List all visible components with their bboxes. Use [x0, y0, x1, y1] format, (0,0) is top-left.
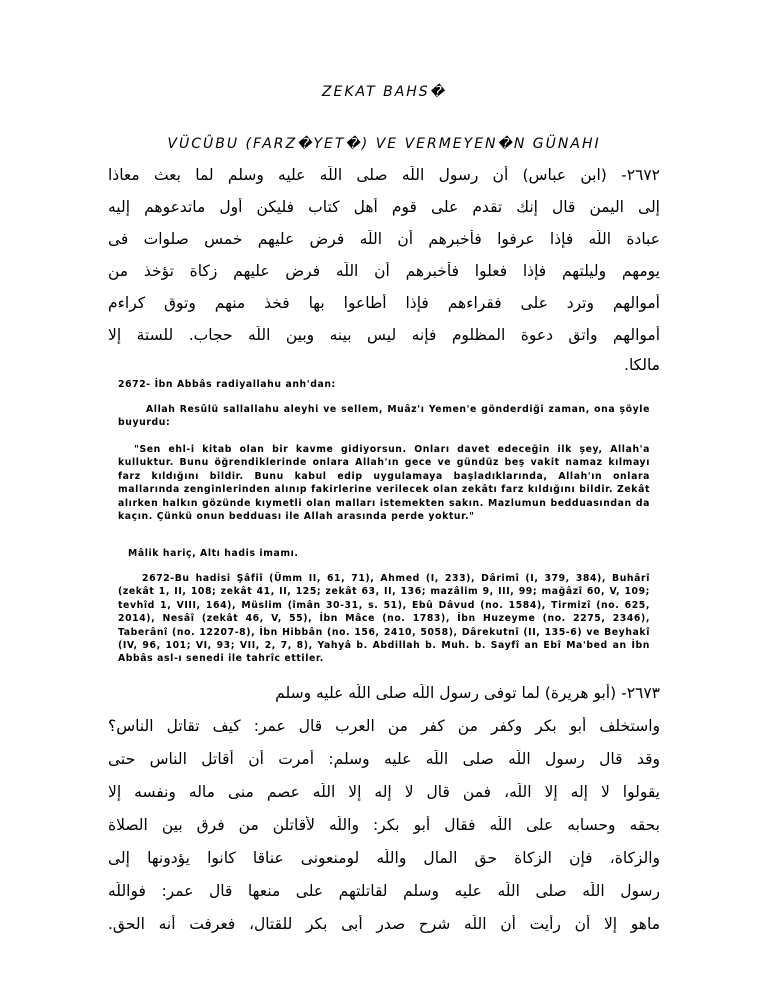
arabic-line: والزكاة، فإن الزكاة حق المال واللّه لومنعونى عناقا كانوا يؤدونها إلى	[108, 849, 660, 867]
arabic-line: ٢٦٧٣- (أبو هريرة) لما توفى رسول اللّه صلى اللّه عليه وسلم	[275, 684, 660, 702]
section-subtitle: VÜCÛBU (FARZ�YET�) VE VERMEYEN�N GÜNAHI	[167, 136, 601, 152]
hadith-note: Mâlik hariç, Altı hadis imamı.	[128, 548, 299, 559]
arabic-line: ٢٦٧٢- (ابن عباس) أن رسول اللّه صلى اللّه عليه وسلم لما بعث معاذا	[108, 166, 660, 184]
arabic-line: رسول اللّه صلى اللّه عليه وسلم لقاتلتهم على منعها قال عمر: فواللّه	[108, 882, 660, 900]
arabic-line: يومهم وليلتهم فإذا فعلوا فأخبرهم أن اللّه فرض عليهم زكاة تؤخذ من	[108, 262, 660, 280]
hadith-translation: "Sen ehl-i kitab olan bir kavme gidiyorsun. Onları davet edeceğin ilk şey, Allah'a kulluktur. Bunu öğrendiklerinde onlara Allah'ın gece ve gündüz beş vakit namaz kılmayı farz kıldığını bildir. Bunu kabul edip uygulamaya başladıklarında, Allah'ın onlara mallarında zenginlerinden alınıp fakirlerine verilecek olan zekâtı farz kıldığını bildir. Zekât alırken halkın gözünde kıymetli olan malları istemekten sakın. Mazlumun bedduasından da kaçın. Çünkü onun bedduası ile Allah arasında perde yoktur."	[118, 444, 650, 523]
arabic-line: إلى اليمن قال إنك تقدم على قوم أهل كتاب فليكن أول ماتدعوهم إليه	[108, 198, 660, 216]
arabic-line: ماهو إلا أن رأيت أن اللّه شرح صدر أبى بكر للقتال، فعرفت أنه الحق.	[108, 915, 660, 933]
arabic-line: واستخلف أبو بكر وكفر من كفر من العرب قال عمر: كيف تقاتل الناس؟	[108, 717, 660, 735]
arabic-line: مالكا.	[624, 356, 660, 374]
arabic-line: أموالهم واتق دعوة المظلوم فإنه ليس بينه وبين اللّه حجاب. للستة إلا	[108, 326, 660, 344]
arabic-line: يقولوا لا إله إلا اللّه، فمن قال لا إله إلا اللّه عصم منى ماله ونفسه إلا	[108, 783, 660, 801]
hadith-intro: Allah Resûlü sallallahu aleyhi ve sellem, Muâz'ı Yemen'e gönderdiği zaman, ona şöyle buyurdu:	[118, 404, 650, 429]
hadith-sources: 2672-Bu hadisi Şâfiî (Ümm II, 61, 71), Ahmed (I, 233), Dârimî (I, 379, 384), Buhârî (zekât 1, II, 108; zekât 41, II, 125; zekât 63, II, 136; mazâlim 9, III, 99; mağâzî 60, V, 109; tevhîd 1, VIII, 164), Müslim (îmân 30-31, s. 51), Ebû Dâvud (no. 1584), Tirmizî (no. 625, 2014), Nesâî (zekât 46, V, 55), İbn Mâce (no. 1783), İbn Huzeyme (no. 2275, 2346), Taberânî (no. 12207-8), İbn Hibbân (no. 156, 2410, 5058), Dârekutnî (II, 135-6) ve Beyhakî (IV, 96, 101; VI, 93; VII, 2, 7, 8), Yahyâ b. Abdillah b. Muh. b. Sayfî an Ebî Ma'bed an İbn Abbâs asl-ı senedi ile tahrîc ettiler.	[118, 573, 650, 665]
arabic-line: وقد قال رسول اللّه صلى اللّه عليه وسلم: أمرت أن أقاتل الناس حتى	[108, 750, 660, 768]
arabic-line: بحقه وحسابه على اللّه فقال أبو بكر: واللّه لأقاتلن من فرق بين الصلاة	[108, 816, 660, 834]
section-title: ZEKAT BAHS�	[321, 84, 447, 100]
arabic-line: أموالهم وترد على فقراءهم فإذا أطاعوا بها فخذ منهم وتوق كراءم	[108, 294, 660, 312]
arabic-line: عبادة اللّه فإذا عرفوا فأخبرهم أن اللّه فرض عليهم خمس صلوات فى	[108, 230, 660, 248]
hadith-narrator: 2672- İbn Abbâs radiyallahu anh'dan:	[118, 379, 336, 390]
